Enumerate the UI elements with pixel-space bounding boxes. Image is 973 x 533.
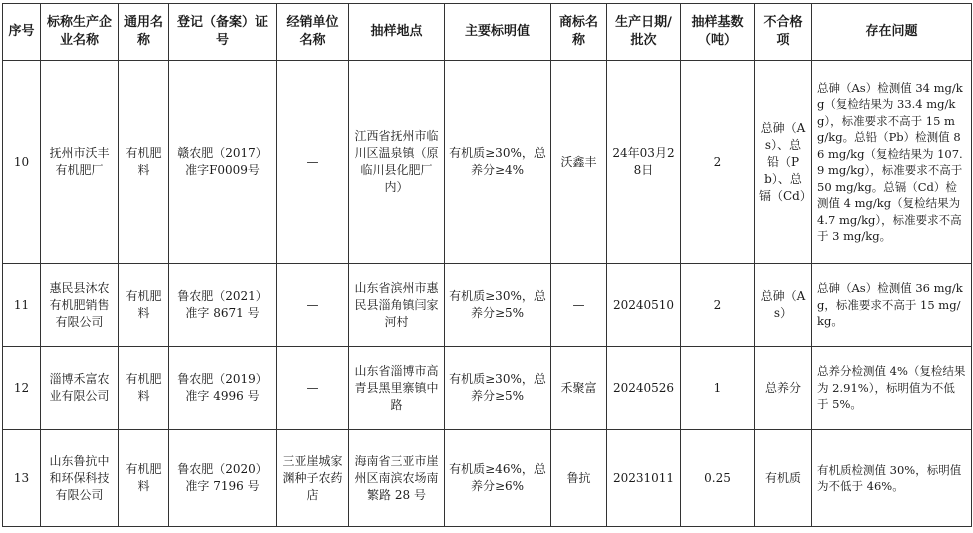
table-row xyxy=(3,264,972,347)
cell-main-values: 有机质≥30%，总养分≥5% xyxy=(445,347,551,430)
cell-main-values: 有机质≥30%，总养分≥5% xyxy=(445,264,551,347)
header-seq: 序号 xyxy=(3,4,41,61)
header-producer: 标称生产企业名称 xyxy=(41,4,119,61)
header-issue: 存在问题 xyxy=(812,4,972,61)
header-main-values: 主要标明值 xyxy=(445,4,551,61)
header-dealer: 经销单位名称 xyxy=(277,4,349,61)
cell-fail-item: 总砷（As） xyxy=(755,264,812,347)
cell-issue: 有机质检测值 30%，标明值为不低于 46%。 xyxy=(812,430,972,527)
header-location: 抽样地点 xyxy=(349,4,445,61)
cell-location: 山东省滨州市惠民县淄角镇闫家河村 xyxy=(349,264,445,347)
cell-dealer: — xyxy=(277,61,349,264)
cell-producer: 抚州市沃丰有机肥厂 xyxy=(41,61,119,264)
header-sample-base: 抽样基数（吨） xyxy=(681,4,755,61)
cell-reg-no: 赣农肥（2017）准字F0009号 xyxy=(169,61,277,264)
cell-common-name: 有机肥料 xyxy=(119,430,169,527)
cell-common-name: 有机肥料 xyxy=(119,264,169,347)
cell-location: 海南省三亚市崖州区南滨农场南繁路 28 号 xyxy=(349,430,445,527)
cell-producer: 惠民县沐农有机肥销售有限公司 xyxy=(41,264,119,347)
cell-seq: 12 xyxy=(3,347,41,430)
cell-date-batch: 20231011 xyxy=(607,430,681,527)
cell-main-values: 有机质≥30%，总养分≥4% xyxy=(445,61,551,264)
header-brand: 商标名称 xyxy=(551,4,607,61)
cell-fail-item: 总养分 xyxy=(755,347,812,430)
cell-seq: 13 xyxy=(3,430,41,527)
cell-main-values: 有机质≥46%，总养分≥6% xyxy=(445,430,551,527)
cell-sample-base: 2 xyxy=(681,264,755,347)
header-reg-no: 登记（备案）证号 xyxy=(169,4,277,61)
cell-seq: 10 xyxy=(3,61,41,264)
results-table xyxy=(2,3,972,527)
table-row xyxy=(3,347,972,430)
cell-sample-base: 1 xyxy=(681,347,755,430)
cell-fail-item: 总砷（As）、总铅（Pb）、总镉（Cd） xyxy=(755,61,812,264)
cell-seq: 11 xyxy=(3,264,41,347)
cell-dealer: — xyxy=(277,264,349,347)
cell-reg-no: 鲁农肥（2019）准字 4996 号 xyxy=(169,347,277,430)
cell-issue: 总砷（As）检测值 34 mg/kg（复检结果为 33.4 mg/kg），标准要求不高于 15 mg/kg。总铅（Pb）检测值 86 mg/kg（复检结果为 107.9 mg/kg），标准要求不高于 50 mg/kg。总镉（Cd）检测值 4 mg/kg（复检结果为 4.7 mg/kg），标准要求不高于 3 mg/kg。 xyxy=(812,61,972,264)
cell-location: 山东省淄博市高青县黑里寨镇中路 xyxy=(349,347,445,430)
cell-dealer: 三亚崖城家渊种子农药店 xyxy=(277,430,349,527)
cell-common-name: 有机肥料 xyxy=(119,347,169,430)
cell-producer: 山东鲁抗中和环保科技有限公司 xyxy=(41,430,119,527)
cell-reg-no: 鲁农肥（2021）准字 8671 号 xyxy=(169,264,277,347)
cell-date-batch: 20240526 xyxy=(607,347,681,430)
cell-issue: 总砷（As）检测值 36 mg/kg，标准要求不高于 15 mg/kg。 xyxy=(812,264,972,347)
header-row xyxy=(3,4,972,61)
cell-brand: — xyxy=(551,264,607,347)
cell-brand: 沃鑫丰 xyxy=(551,61,607,264)
cell-sample-base: 2 xyxy=(681,61,755,264)
cell-producer: 淄博禾富农业有限公司 xyxy=(41,347,119,430)
cell-date-batch: 20240510 xyxy=(607,264,681,347)
cell-issue: 总养分检测值 4%（复检结果为 2.91%），标明值为不低于 5%。 xyxy=(812,347,972,430)
cell-common-name: 有机肥料 xyxy=(119,61,169,264)
header-date-batch: 生产日期/批次 xyxy=(607,4,681,61)
table-row xyxy=(3,430,972,527)
header-common-name: 通用名称 xyxy=(119,4,169,61)
table-row xyxy=(3,61,972,264)
cell-date-batch: 24年03月28日 xyxy=(607,61,681,264)
cell-sample-base: 0.25 xyxy=(681,430,755,527)
cell-brand: 鲁抗 xyxy=(551,430,607,527)
cell-location: 江西省抚州市临川区温泉镇（原临川县化肥厂内） xyxy=(349,61,445,264)
cell-reg-no: 鲁农肥（2020）准字 7196 号 xyxy=(169,430,277,527)
header-fail-item: 不合格项 xyxy=(755,4,812,61)
cell-brand: 禾聚富 xyxy=(551,347,607,430)
cell-fail-item: 有机质 xyxy=(755,430,812,527)
cell-dealer: — xyxy=(277,347,349,430)
